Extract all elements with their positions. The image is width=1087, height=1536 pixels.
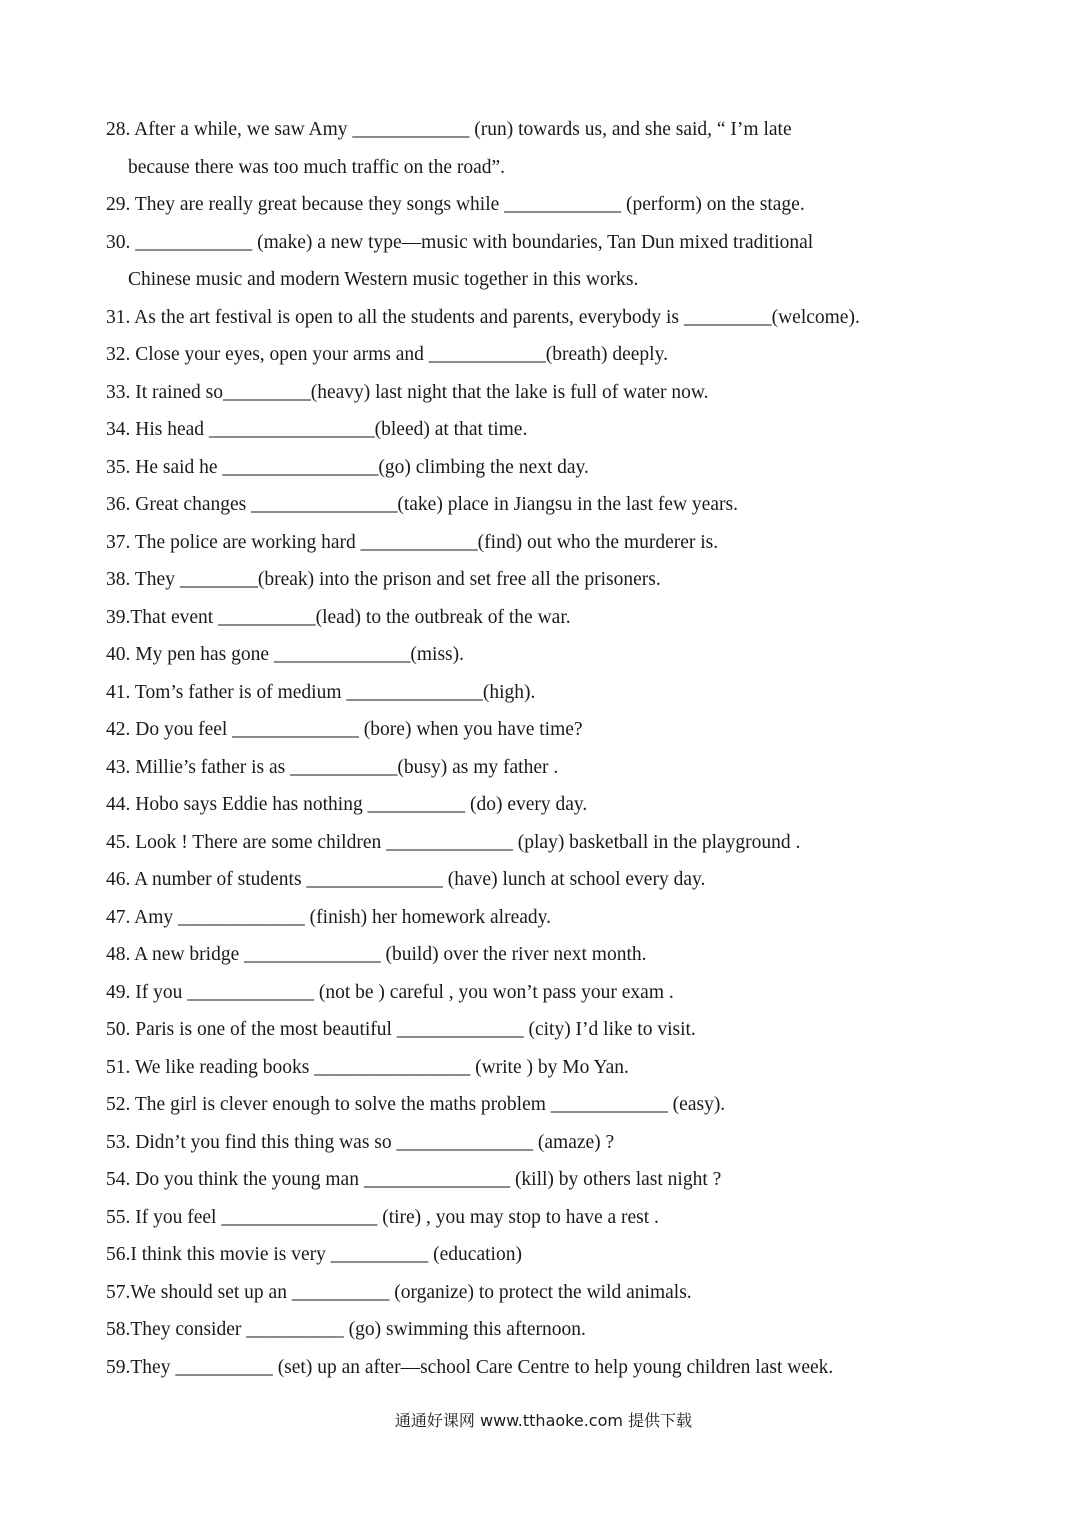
question-item <box>106 974 986 1012</box>
question-item <box>106 1049 986 1087</box>
question-text: 46. A number of students ______________ (have) lunch at school every day. <box>106 869 706 890</box>
question-text: 48. A new bridge ______________ (build) over the river next month. <box>106 944 647 965</box>
question-item <box>106 674 986 712</box>
question-item <box>106 486 986 524</box>
question-item <box>106 1124 986 1162</box>
question-text: 57.We should set up an __________ (organize) to protect the wild animals. <box>106 1281 692 1303</box>
question-item <box>106 449 986 487</box>
question-text: 55. If you feel ________________ (tire) , you may stop to have a rest . <box>106 1206 659 1228</box>
question-text: 50. Paris is one of the most beautiful _____________ (city) I’d like to visit. <box>106 1019 696 1040</box>
question-text: 37. The police are working hard ____________(find) out who the murderer is. <box>106 531 719 553</box>
question-text: 33. It rained so_________(heavy) last night that the lake is full of water now. <box>106 381 709 403</box>
question-text: 31. As the art festival is open to all the students and parents, everybody is _________(welcome). <box>106 306 860 328</box>
question-text: 32. Close your eyes, open your arms and ____________(breath) deeply. <box>106 344 668 365</box>
page-footer <box>0 1408 1087 1431</box>
question-text: 29. They are really great because they songs while ____________ (perform) on the stage. <box>106 194 805 215</box>
question-list <box>106 111 986 1386</box>
question-item <box>106 1011 986 1049</box>
question-text: 41. Tom’s father is of medium ______________(high). <box>106 681 536 703</box>
question-item <box>106 1236 986 1274</box>
question-text: 35. He said he ________________(go) climbing the next day. <box>106 456 589 478</box>
question-item <box>106 1086 986 1124</box>
question-text: 52. The girl is clever enough to solve the maths problem ____________ (easy). <box>106 1094 726 1115</box>
question-item <box>106 711 986 749</box>
question-item <box>106 524 986 562</box>
question-text: 34. His head _________________(bleed) at that time. <box>106 419 528 440</box>
question-text: 45. Look ! There are some children _____________ (play) basketball in the playground . <box>106 831 801 853</box>
question-text: 40. My pen has gone ______________(miss). <box>106 644 465 665</box>
question-text: 36. Great changes _______________(take) place in Jiangsu in the last few years. <box>106 494 738 515</box>
question-item <box>106 899 986 937</box>
question-text: 28. After a while, we saw Amy ____________ (run) towards us, and she said, “ I’m late <box>106 119 792 140</box>
question-text: 43. Millie’s father is as ___________(busy) as my father . <box>106 756 559 778</box>
question-text: 38. They ________(break) into the prison and set free all the prisoners. <box>106 569 661 590</box>
question-text: 51. We like reading books ________________ (write ) by Mo Yan. <box>106 1056 629 1078</box>
question-item <box>106 786 986 824</box>
question-text: 53. Didn’t you find this thing was so ______________ (amaze) ? <box>106 1131 615 1153</box>
question-continuation: Chinese music and modern Western music together in this works. <box>128 269 639 290</box>
question-text: 56.I think this movie is very __________ (education) <box>106 1244 522 1265</box>
question-text: 49. If you _____________ (not be ) careful , you won’t pass your exam . <box>106 981 674 1003</box>
question-item <box>106 1199 986 1237</box>
question-item <box>106 186 986 224</box>
question-item <box>106 111 986 186</box>
question-item <box>106 749 986 787</box>
question-item <box>106 936 986 974</box>
question-item <box>106 1274 986 1312</box>
question-text: 54. Do you think the young man _______________ (kill) by others last night ? <box>106 1169 722 1190</box>
question-text: 44. Hobo says Eddie has nothing __________ (do) every day. <box>106 794 588 815</box>
question-text: 30. ____________ (make) a new type—music with boundaries, Tan Dun mixed traditional <box>106 231 814 253</box>
question-item <box>106 824 986 862</box>
question-item <box>106 374 986 412</box>
question-item <box>106 411 986 449</box>
question-continuation: because there was too much traffic on the road”. <box>128 156 506 178</box>
question-item <box>106 599 986 637</box>
question-text: 59.They __________ (set) up an after—school Care Centre to help young children last week. <box>106 1356 834 1378</box>
question-item <box>106 1349 986 1387</box>
question-text: 39.That event __________(lead) to the outbreak of the war. <box>106 606 571 628</box>
question-item <box>106 299 986 337</box>
question-text: 58.They consider __________ (go) swimming this afternoon. <box>106 1319 586 1340</box>
question-item <box>106 861 986 899</box>
question-item <box>106 561 986 599</box>
question-item <box>106 636 986 674</box>
question-item <box>106 1161 986 1199</box>
question-item <box>106 336 986 374</box>
question-item <box>106 1311 986 1349</box>
question-text: 42. Do you feel _____________ (bore) when you have time? <box>106 719 583 740</box>
footer-source-text: 通通好课网 www.tthaoke.com 提供下载 <box>394 1411 693 1430</box>
question-item <box>106 224 986 299</box>
question-text: 47. Amy _____________ (finish) her homework already. <box>106 906 551 928</box>
